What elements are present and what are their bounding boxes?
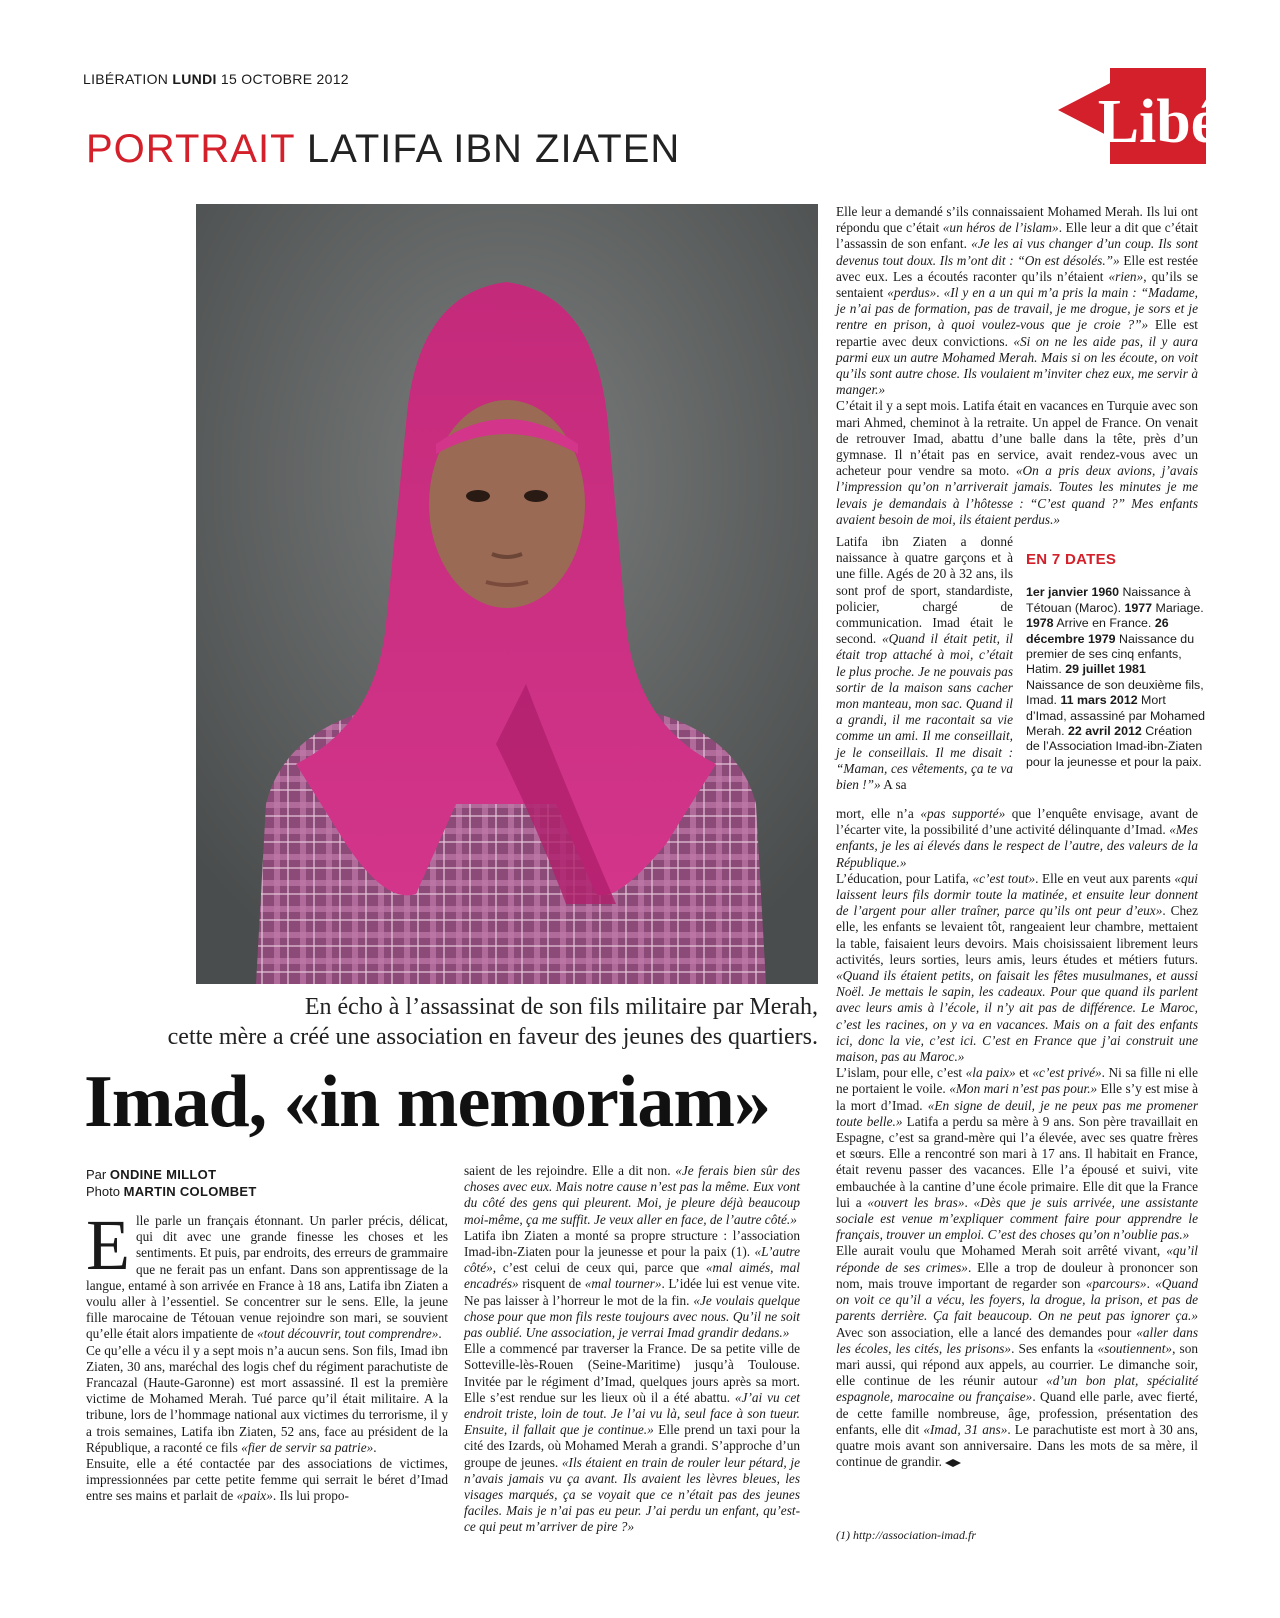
standfirst-line-2: cette mère a créé une association en faveur des jeunes des quartiers. [167,1024,818,1050]
article-column-1: Elle parle un français étonnant. Un parler précis, délicat, qui dit avec une grande finesse les choses et les sentiments. Et puis, par endroits, des erreurs de grammaire que ne ferait pas un enfant. Dans son apprentissage de la langue, entamé à son arrivée en France à 18 ans, Latifa ibn Ziaten a voulu aller à l’essentiel. Se concentrer sur le sens. Elle, la jeune fille marocaine de Tétouan venue rejoindre son mari, se souvient qu’elle était alors impatiente de «tout découvrir, tout comprendre». Ce qu’elle a vécu il y a sept mois n’a aucun sens. Son fils, Imad ibn Ziaten, 30 ans, maréchal des logis chef du régiment parachutiste de Francazal (Haute-Garonne) est mort assassiné. Il est la première victime de Mohamed Merah. Tué parce qu’il était militaire. A la tribune, lors de l’hommage national aux victimes du terrorisme, il y a trois semaines, Latifa ibn Ziaten, 52 ans, face au président de la République, a raconté ce fils «fier de servir sa patrie». Ensuite, elle a été contactée par des associations de victimes, impressionnées par cette petite femme qui serrait le béret d’Imad entre ses mains et parlait de «paix». Ils lui propo- [86,1205,449,1504]
section-heading [86,127,680,172]
article-column-3-bottom: mort, elle n’a «pas supporté» que l’enquête envisage, avant de l’écarter vite, la possibilité d’une activité délinquante d’Imad. «Mes enfants, je les ai élevés dans le respect de l’autre, des valeurs de la République.» L’éducation, pour Latifa, «c’est tout». Elle en veut aux parents «qui laissent leurs fils dormir toute la matinée, et ensuite leur donnent de l’argent pour aller traîner, parce qu’ils ont peur d’eux». Chez elle, les enfants se levaient tôt, rangeaient leur chambre, mettaient la table, faisaient leurs devoirs. Mais choisissaient librement leurs activités, leurs sorties, leurs amis, leurs études et métiers futurs. «Quand ils étaient petits, on faisait les fêtes musulmanes, et aussi Noël. Je mettais le sapin, les cadeaux. Pour que quand ils parlent avec leurs amis à l’école, il n’y ait pas de différence. Le Maroc, c’est les racines, on y va en vacances. Mais on a fait des enfants ici, donc la vie, c’est ici. C’est en France que j’ai construit une maison, pas au Maroc.» L’islam, pour elle, c’est «la paix» et «c’est privé». Ni sa fille ni elle ne portaient le voile. «Mon mari n’est pas pour.» Elle s’y est mise à la mort d’Imad. «En signe de deuil, je ne peux pas me promener toute belle.» Latifa a perdu sa mère à 9 ans. Son père travaillait en Espagne, c’est sa grand-mère qui l’a élevée, avec ses quatre frères et sœurs. Elle a rencontré son mari à 17 ans. Il habitait en France, était revenu passer des vacances. Elle l’a épousé et suivi, vite embauchée à la cantine d’une école primaire. Elle dit que la France lui a «ouvert les bras». «Dès que je suis arrivée, une assistante sociale est venue m’expliquer comment faire pour apprendre le français, trouver un emploi. C’est des choses qu’on n’oublie pas.» Elle aurait voulu que Mohamed Merah soit arrêté vivant, «qu’il réponde de ses crimes». Elle a trop de douleur à prononcer son nom, mais trouve important de regarder son «parcours». «Quand on voit ce qu’il a vécu, les foyers, la drogue, la prison, et pas de parents derrière. Ça fait beaucoup. On ne peut pas ignorer ça.» Avec son association, elle a lancé des demandes pour «aller dans les écoles, les cités, les prisons». Ses enfants la «soutiennent», son mari aussi, qui répond aux appels, au courrier. Le dimanche soir, elle continue de les réunir autour «d’un bon plat, spécialité espagnole, marocaine ou française». Quand elle parle, avec fierté, de cette famille nombreuse, âge, profession, présentation des enfants, elle dit «Imad, 31 ans». Le parachutiste est mort à 30 ans, quatre mois avant son anniversaire. Dans les mots de sa mère, il continue de grandir. [836,806,1198,1471]
standfirst-line-1: En écho à l’assassinat de son fils militaire par Merah, [304,994,818,1020]
byline-par: Par [86,1167,107,1182]
author-name: ONDINE MILLOT [109,1167,217,1182]
article-column-3-narrow: Latifa ibn Ziaten a donné naissance à quatre garçons et à une fille. Agés de 20 à 32 ans, ils sont prof de sport, standardiste, policier, chargé de communication. Imad était le second. «Quand il était petit, il était trop attaché à moi, c’était le plus proche. Je ne pouvais pas sortir de la maison sans cacher mon manteau, mon sac. Quand il a grandi, il me racontait sa vie comme un ami. Il me conseillait, je le conseillais. Il me disait : “Maman, ces vêtements, ça te va bien !”» A sa [836,534,1014,793]
photographer-name: MARTIN COLOMBET [123,1184,257,1199]
byline-photo-label: Photo [86,1184,120,1199]
masthead-date [83,71,349,87]
article-column-2: saient de les rejoindre. Elle a dit non. «Je ferais bien sûr des choses avec eux. Mais notre cause n’est pas la même. Eux vont du côté des gens qui pleurent. Moi, je pleure déjà beaucoup moi-même, ça me suffit. Je veux aller en face, de l’autre côté.» Latifa ibn Ziaten a monté sa propre structure : l’association Imad-ibn-Ziaten pour la jeunesse et pour la paix (1). «L’autre côté», c’est celui de ceux qui, parce que «mal aimés, mal encadrés» risquent de «mal tourner». L’idée lui est venue vite. Ne pas laisser à l’horreur le mot de la fin. «Je voulais quelque chose pour que mon fils reste toujours avec nous. Qu’il ne soit pas oublié. Une association, je verrai Imad grandir dedans.» Elle a commencé par traverser la France. De sa petite ville de Sotteville-lès-Rouen (Seine-Maritime) jusqu’à Toulouse. Invitée par le régiment d’Imad, quelques jours après sa mort. Elle s’est rendue sur les lieux où il a été abattu. «J’ai vu cet endroit triste, loin de tout. Je l’ai vu là, seul face à son tueur. Ensuite, il fallait que je continue.» Elle prend un taxi pour la cité des Izards, où Mohamed Merah a grandi. S’approche d’un groupe de jeunes. «Ils étaient en train de rouler leur pétard, je n’avais jamais vu ça avant. Ils avaient les lèvres bleues, les visages marqués, ça se voyait que ce n’était pas des jeunes faciles. Mais je n’ai pas eu peur. J’ai perdu un enfant, qu’est-ce qui peut m’arriver de pire ?» [464,1163,800,1535]
weekday: LUNDI [172,71,217,87]
dates-list: 1er janvier 1960 Naissance à Tétouan (Maroc). 1977 Mariage. 1978 Arrive en France. 26 décembre 1979 Naissance du premier de ses cinq enfants, Hatim. 29 juillet 1981 Naissance de son deuxième fils, Imad. 11 mars 2012 Mort d’Imad, assassiné par Mohamed Merah. 22 avril 2012 Création de l’Association Imad-ibn-Ziaten pour la jeunesse et pour la paix. [1026,585,1206,769]
dropcap: E [86,1205,130,1285]
rubric: PORTRAIT [86,127,295,171]
byline [86,1166,257,1200]
footnote-link[interactable]: (1) http://association-imad.fr [836,1528,976,1542]
dates-sidebar [1026,552,1206,770]
end-of-article-icon [945,1455,961,1471]
portrait-name: LATIFA IBN ZIATEN [306,127,681,171]
issue-date: 15 OCTOBRE 2012 [220,71,349,87]
dates-title: EN 7 DATES [1026,551,1117,568]
standfirst [86,992,818,1052]
libe-logo [1058,62,1208,170]
logo-text: Libé [1097,88,1208,156]
article-title: Imad, «in memoriam» [84,1061,770,1143]
portrait-photo [196,204,818,984]
article-column-3-top: Elle leur a demandé s’ils connaissaient Mohamed Merah. Ils lui ont répondu que c’était «un héros de l’islam». Elle leur a dit que c’était l’assassin de son enfant. «Je les ai vus changer d’un coup. Ils sont devenus tout doux. Ils m’ont dit : “On est désolés.”» Elle est restée avec eux. Les a écoutés raconter qu’ils n’étaient «rien», qu’ils se sentaient «perdus». «Il y en a un qui m’a pris la main : “Madame, je n’ai pas de formation, pas de travail, je me drogue, je sors et je rentre en prison, à quoi voulez-vous que je croie ?”» Elle est repartie avec deux convictions. «Si on ne les aide pas, il y aura parmi eux un autre Mohamed Merah. Mais si on les écoute, on voit qu’ils sont autre chose. Ils voulaient m’inviter chez eux, me servir à manger.» C’était il y a sept mois. Latifa était en vacances en Turquie avec son mari Ahmed, cheminot à la retraite. Un appel de France. On venait de retrouver Imad, abattu d’une balle dans la tête, près d’un gymnase. Il n’était pas en service, avait rendez-vous avec un acheteur pour vendre sa moto. «On a pris deux avions, j’avais l’impression qu’on n’arriverait jamais. Toutes les minutes je me levais je demandais à l’hôtesse : “C’est quand ?” Mes enfants avaient besoin de moi, ils étaient perdus.» [836,204,1198,527]
paper-name: LIBÉRATION [83,71,169,87]
